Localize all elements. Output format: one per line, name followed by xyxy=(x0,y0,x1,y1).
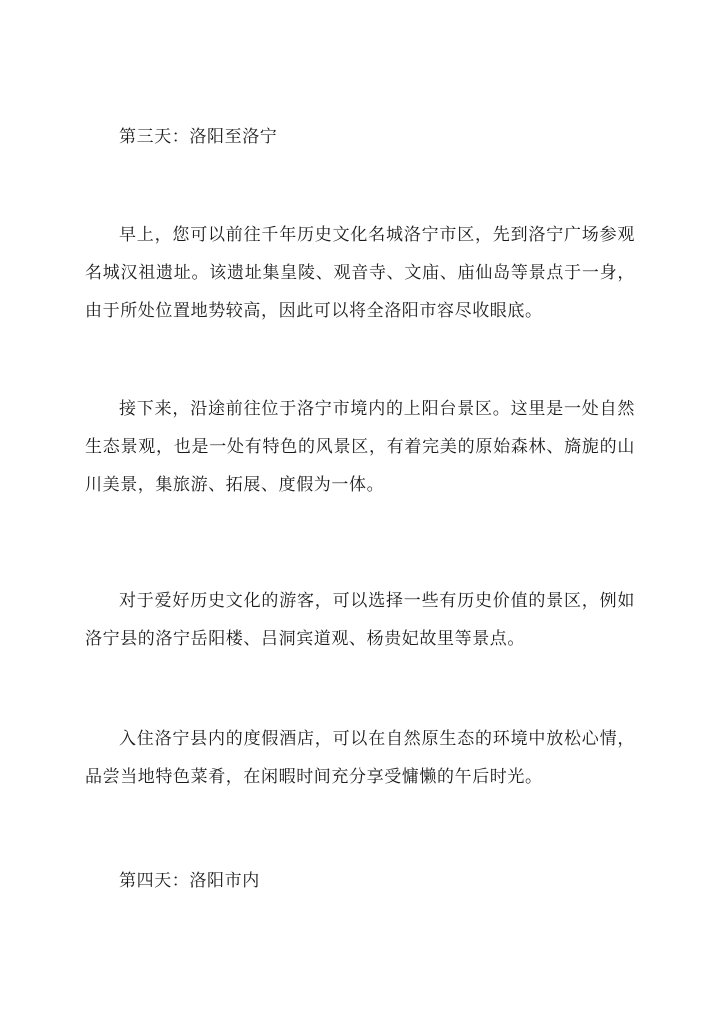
paragraph-shangyangtai: 接下来，沿途前往位于洛宁市境内的上阳台景区。这里是一处自然生态景观，也是一处有特色的风景区，有着完美的原始森林、旖旎的山川美景，集旅游、拓展、度假为一体。 xyxy=(85,399,635,495)
section-heading-day4: 第四天：洛阳市内 xyxy=(119,871,260,891)
section-heading-day3: 第三天：洛阳至洛宁 xyxy=(119,127,278,147)
paragraph-hotel-stay: 入住洛宁县内的度假酒店，可以在自然原生态的环境中放松心情，品尝当地特色菜肴，在闲暇时间充分享受慵懒的午后时光。 xyxy=(85,729,635,787)
paragraph-history-sites: 对于爱好历史文化的游客，可以选择一些有历史价值的景区，例如洛宁县的洛宁岳阳楼、吕洞宾道观、杨贵妃故里等景点。 xyxy=(85,591,635,649)
paragraph-morning-visit: 早上，您可以前往千年历史文化名城洛宁市区，先到洛宁广场参观名城汉祖遗址。该遗址集皇陵、观音寺、文庙、庙仙岛等景点于一身，由于所处位置地势较高，因此可以将全洛阳市容尽收眼底。 xyxy=(85,225,635,321)
